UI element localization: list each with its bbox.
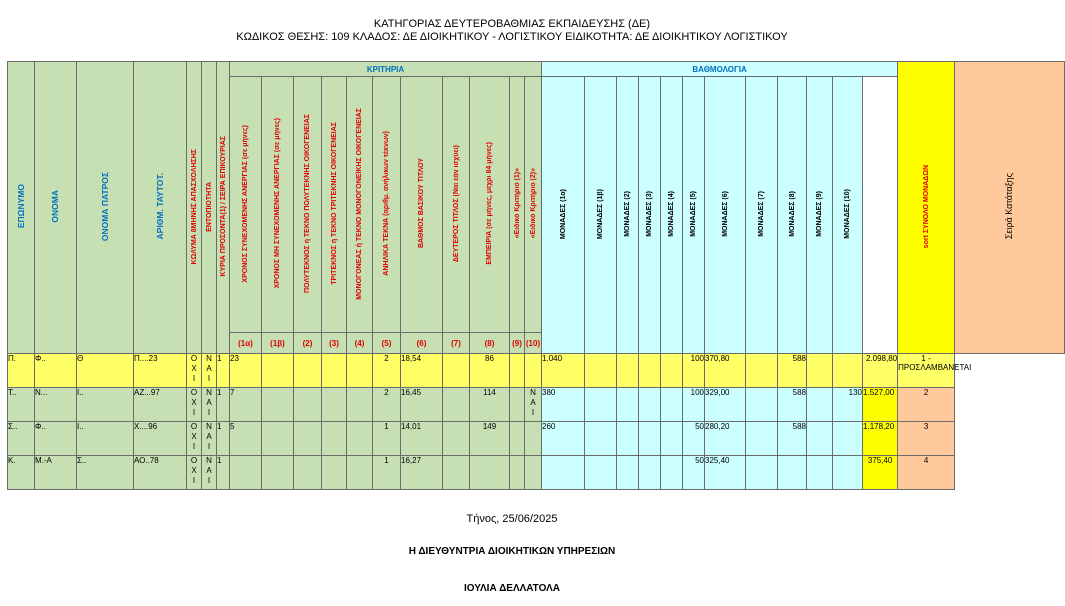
cell-local: Ν Α Ι — [202, 354, 217, 388]
cell-father: Σ.. — [77, 456, 134, 490]
cell-name: Μ.-Α — [35, 456, 77, 490]
cell-rank: 4 — [898, 456, 955, 490]
col-surname-header: ΕΠΩΝΥΜΟ — [8, 62, 35, 354]
cell-c1a: 5 — [230, 422, 262, 456]
cell-p10 — [833, 422, 863, 456]
cell-father: Θ — [77, 354, 134, 388]
cell-barrier: Ο Χ Ι — [187, 388, 202, 422]
cell-p8 — [778, 456, 807, 490]
document-title: ΚΑΤΗΓΟΡΙΑΣ ΔΕΥΤΕΡΟΒΑΘΜΙΑΣ ΕΚΠΑΙΔΕΥΣΗΣ (ΔΕ) — [373, 18, 651, 30]
cell-c2 — [294, 354, 322, 388]
col-p1b-header: ΜΟΝΑΔΕΣ (1β) — [585, 77, 617, 354]
cell-p9 — [807, 456, 833, 490]
cell-p2 — [617, 456, 639, 490]
cell-c9 — [510, 456, 525, 490]
table-row — [8, 388, 1065, 422]
cell-c4 — [347, 456, 373, 490]
cell-total: 2.098,80 — [863, 354, 898, 388]
col-p2-header: ΜΟΝΑΔΕΣ (2) — [617, 77, 639, 354]
col-father-header: ΟΝΟΜΑ ΠΑΤΡΟΣ — [77, 62, 134, 354]
col-main-header: ΚΥΡΙΑ ΠΡΟΣΟΝΤΑ(1) / ΣΕΙΡΑ ΕΠΙΚΟΥΡΙΑΣ — [217, 62, 230, 354]
cell-name: Φ.. — [35, 354, 77, 388]
cell-p4 — [661, 388, 683, 422]
cell-p1a: 260 — [542, 422, 585, 456]
cell-c8: 114 — [470, 388, 510, 422]
cell-p1b — [585, 388, 617, 422]
table-row — [8, 456, 1065, 490]
cell-c10: Ν Α Ι — [525, 388, 542, 422]
cell-total: 1.527,00 — [863, 388, 898, 422]
col-p3-header: ΜΟΝΑΔΕΣ (3) — [639, 77, 661, 354]
code-c1a: (1α) — [230, 333, 262, 354]
col-p5-header: ΜΟΝΑΔΕΣ (5) — [683, 77, 705, 354]
col-c2-header: ΠΟΛΥΤΕΚΝΟΣ ή ΤΕΚΝΟ ΠΟΛΥΤΕΚΝΗΣ ΟΙΚΟΓΕΝΕΙΑΣ — [294, 77, 322, 333]
cell-c3 — [322, 388, 347, 422]
cell-c3 — [322, 422, 347, 456]
cell-p6: 370,80 — [705, 354, 746, 388]
cell-c5: 2 — [373, 388, 401, 422]
cell-p1b — [585, 456, 617, 490]
cell-c7 — [443, 354, 470, 388]
cell-p8: 588 — [778, 388, 807, 422]
cell-rank: 1 - ΠΡΟΣΛΑΜΒΑΝΕΤΑΙ — [898, 354, 955, 388]
cell-c2 — [294, 422, 322, 456]
cell-c7 — [443, 422, 470, 456]
cell-local: Ν Α Ι — [202, 388, 217, 422]
cell-c8: 149 — [470, 422, 510, 456]
criteria-group-header: ΚΡΙΤΗΡΙΑ — [230, 62, 542, 77]
cell-c1b — [262, 456, 294, 490]
cell-p4 — [661, 422, 683, 456]
code-c6: (6) — [401, 333, 443, 354]
cell-p1a — [542, 456, 585, 490]
cell-barrier: Ο Χ Ι — [187, 422, 202, 456]
code-c4: (4) — [347, 333, 373, 354]
cell-c1b — [262, 354, 294, 388]
cell-p7 — [746, 422, 778, 456]
cell-p1b — [585, 354, 617, 388]
cell-id: Π....23 — [134, 354, 187, 388]
cell-c9 — [510, 422, 525, 456]
cell-local: Ν Α Ι — [202, 456, 217, 490]
cell-c6: 14,01 — [401, 422, 443, 456]
code-c8: (8) — [470, 333, 510, 354]
code-c2: (2) — [294, 333, 322, 354]
cell-c5: 1 — [373, 422, 401, 456]
cell-c8 — [470, 456, 510, 490]
cell-id: ΑΟ..78 — [134, 456, 187, 490]
cell-total: 375,40 — [863, 456, 898, 490]
cell-name: Φ.. — [35, 422, 77, 456]
cell-p9 — [807, 388, 833, 422]
cell-surname: Π. — [8, 354, 35, 388]
col-p1a-header: ΜΟΝΑΔΕΣ (1α) — [542, 77, 585, 354]
cell-p6: 325,40 — [705, 456, 746, 490]
cell-c9 — [510, 388, 525, 422]
code-c1b: (1β) — [262, 333, 294, 354]
cell-p1a: 380 — [542, 388, 585, 422]
cell-barrier: Ο Χ Ι — [187, 456, 202, 490]
cell-c6: 16,27 — [401, 456, 443, 490]
cell-p10 — [833, 456, 863, 490]
cell-rank: 3 — [898, 422, 955, 456]
col-rank-header: Σειρά Κατάταξης — [955, 62, 1065, 354]
code-c7: (7) — [443, 333, 470, 354]
cell-p10 — [833, 354, 863, 388]
cell-total: 1.178,20 — [863, 422, 898, 456]
col-c9-header: «Ειδικό Κριτήριο (1)» — [510, 77, 525, 333]
cell-c9 — [510, 354, 525, 388]
cell-main: 1 — [217, 354, 230, 388]
cell-c10 — [525, 456, 542, 490]
cell-p3 — [639, 388, 661, 422]
cell-main: 1 — [217, 388, 230, 422]
cell-p3 — [639, 422, 661, 456]
cell-p6: 329,00 — [705, 388, 746, 422]
signatory-name: ΙΟΥΛΙΑ ΔΕΛΛΑΤΟΛΑ — [463, 583, 561, 594]
cell-c1a: 23 — [230, 354, 262, 388]
cell-rank: 2 — [898, 388, 955, 422]
cell-p7 — [746, 388, 778, 422]
cell-c7 — [443, 456, 470, 490]
cell-p4 — [661, 456, 683, 490]
col-total-header: sort ΣΥΝΟΛΟ ΜΟΝΑΔΩΝ — [898, 62, 955, 354]
cell-p8: 588 — [778, 422, 807, 456]
cell-p2 — [617, 354, 639, 388]
col-local-header: ΕΝΤΟΠΙΟΤΗΤΑ — [202, 62, 217, 354]
cell-c4 — [347, 354, 373, 388]
cell-main: 1 — [217, 456, 230, 490]
cell-surname: Σ.. — [8, 422, 35, 456]
cell-father: Ι.. — [77, 422, 134, 456]
col-c3-header: ΤΡΙΤΕΚΝΟΣ ή ΤΕΚΝΟ ΤΡΙΤΕΚΝΗΣ ΟΙΚΟΓΕΝΕΙΑΣ — [322, 77, 347, 333]
col-p7-header: ΜΟΝΑΔΕΣ (7) — [746, 77, 778, 354]
cell-id: ΑΖ...97 — [134, 388, 187, 422]
cell-c6: 18,54 — [401, 354, 443, 388]
cell-p4 — [661, 354, 683, 388]
col-c7-header: ΔΕΥΤΕΡΟΣ ΤΙΤΛΟΣ (Ναι εάν ισχύει) — [443, 77, 470, 333]
table-row — [8, 422, 1065, 456]
col-p9-header: ΜΟΝΑΔΕΣ (9) — [807, 77, 833, 354]
cell-p10: 130 — [833, 388, 863, 422]
cell-c8: 86 — [470, 354, 510, 388]
cell-p5: 100 — [683, 388, 705, 422]
cell-c10 — [525, 354, 542, 388]
cell-c1b — [262, 422, 294, 456]
code-c5: (5) — [373, 333, 401, 354]
table-row — [8, 354, 1065, 388]
col-c8-header: ΕΜΠΕΙΡΙΑ (σε μήνες, μέχρι 84 μήνες) — [470, 77, 510, 333]
cell-p7 — [746, 456, 778, 490]
cell-id: Χ....96 — [134, 422, 187, 456]
cell-c5: 2 — [373, 354, 401, 388]
col-c1a-header: ΧΡΟΝΟΣ ΣΥΝΕΧΟΜΕΝΗΣ ΑΝΕΡΓΙΑΣ (σε μήνες) — [230, 77, 262, 333]
col-c10-header: «Ειδικό Κριτήριο (2)» — [525, 77, 542, 333]
cell-c4 — [347, 388, 373, 422]
scoring-group-header: ΒΑΘΜΟΛΟΓΙΑ — [542, 62, 898, 77]
code-c9: (9) — [510, 333, 525, 354]
cell-p5: 50 — [683, 456, 705, 490]
col-barrier-header: ΚΩΛΥΜΑ 8ΜΗΝΗΣ ΑΠΑΣΧΟΛΗΣΗΣ — [187, 62, 202, 354]
document-subtitle: ΚΩΔΙΚΟΣ ΘΕΣΗΣ: 109 ΚΛΑΔΟΣ: ΔΕ ΔΙΟΙΚΗΤΙΚΟΥ - ΛΟΓΙΣΤΙΚΟΥ ΕΙΔΙΚΟΤΗΤΑ: ΔΕ ΔΙΟΙΚΗΤΙΚΟΥ ΛΟΓΙΣΤΙΚΟΥ — [236, 31, 788, 43]
cell-p8: 588 — [778, 354, 807, 388]
signatory-title: Η ΔΙΕΥΘΥΝΤΡΙΑ ΔΙΟΙΚΗΤΙΚΩΝ ΥΠΗΡΕΣΙΩΝ — [408, 546, 616, 557]
cell-p1b — [585, 422, 617, 456]
cell-c3 — [322, 456, 347, 490]
cell-c6: 16,45 — [401, 388, 443, 422]
cell-father: Ι.. — [77, 388, 134, 422]
col-c1b-header: ΧΡΟΝΟΣ ΜΗ ΣΥΝΕΧΟΜΕΝΗΣ ΑΝΕΡΓΙΑΣ (σε μήνες) — [262, 77, 294, 333]
cell-p3 — [639, 456, 661, 490]
col-c6-header: ΒΑΘΜΟΣ ΒΑΣΙΚΟΥ ΤΙΤΛΟΥ — [401, 77, 443, 333]
col-p6-header: ΜΟΝΑΔΕΣ (6) — [705, 77, 746, 354]
cell-p3 — [639, 354, 661, 388]
col-c4-header: ΜΟΝΟΓΟΝΕΑΣ ή ΤΕΚΝΟ ΜΟΝΟΓΟΝΕΪΚΗΣ ΟΙΚΟΓΕΝΕΙΑΣ — [347, 77, 373, 333]
cell-p2 — [617, 388, 639, 422]
col-c5-header: ΑΝΗΛΙΚΑ ΤΕΚΝΑ (αριθμ. ανήλικων τέκνων) — [373, 77, 401, 333]
cell-c7 — [443, 388, 470, 422]
col-p10-header: ΜΟΝΑΔΕΣ (10) — [833, 77, 863, 354]
cell-c2 — [294, 388, 322, 422]
cell-c1b — [262, 388, 294, 422]
cell-c10 — [525, 422, 542, 456]
cell-barrier: Ο Χ Ι — [187, 354, 202, 388]
cell-surname: Κ. — [8, 456, 35, 490]
cell-p5: 50 — [683, 422, 705, 456]
code-c3: (3) — [322, 333, 347, 354]
cell-c3 — [322, 354, 347, 388]
cell-c1a: 7 — [230, 388, 262, 422]
cell-c2 — [294, 456, 322, 490]
cell-c5: 1 — [373, 456, 401, 490]
place-date: Τήνος, 25/06/2025 — [466, 513, 558, 525]
cell-local: Ν Α Ι — [202, 422, 217, 456]
cell-p5: 100 — [683, 354, 705, 388]
cell-c1a — [230, 456, 262, 490]
cell-p6: 280,20 — [705, 422, 746, 456]
cell-c4 — [347, 422, 373, 456]
ranking-table — [7, 61, 1065, 490]
cell-surname: Τ.. — [8, 388, 35, 422]
col-p4-header: ΜΟΝΑΔΕΣ (4) — [661, 77, 683, 354]
cell-p7 — [746, 354, 778, 388]
cell-p2 — [617, 422, 639, 456]
cell-name: Ν... — [35, 388, 77, 422]
cell-p9 — [807, 354, 833, 388]
cell-main: 1 — [217, 422, 230, 456]
col-id-header: ΑΡΙΘΜ. ΤΑΥΤΟΤ. — [134, 62, 187, 354]
col-name-header: ΟΝΟΜΑ — [35, 62, 77, 354]
cell-p9 — [807, 422, 833, 456]
cell-p1a: 1.040 — [542, 354, 585, 388]
code-c10: (10) — [525, 333, 542, 354]
col-p8-header: ΜΟΝΑΔΕΣ (8) — [778, 77, 807, 354]
